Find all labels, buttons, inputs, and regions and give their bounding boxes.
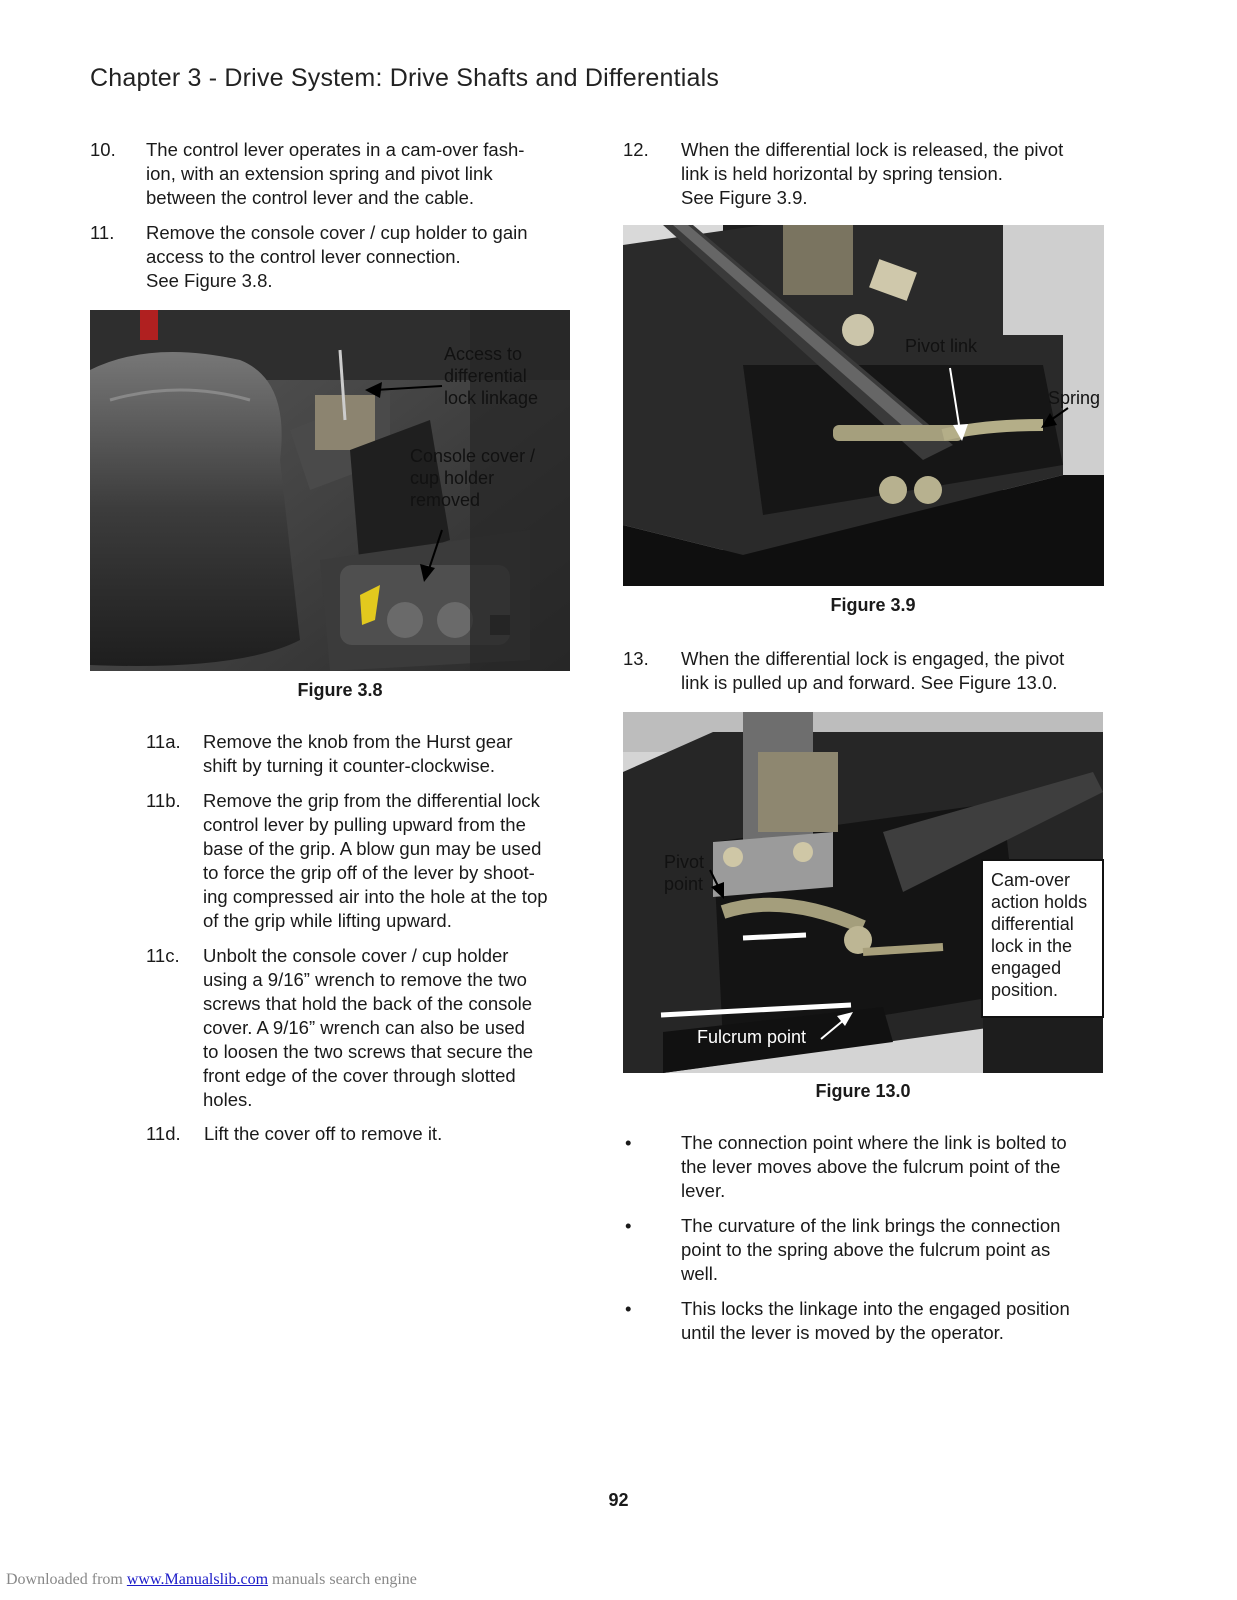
text-line: using a 9/16” wrench to remove the two [203, 969, 527, 990]
label-spring: Spring [1048, 388, 1101, 408]
step-number: 11c. [146, 945, 180, 966]
text-line: engaged [991, 958, 1062, 978]
text-line: to force the grip off of the lever by shoot- [203, 862, 535, 883]
text-line: The connection point where the link is bolted to [681, 1132, 1067, 1153]
step-number: 13. [623, 648, 649, 669]
step-11 [90, 221, 570, 297]
step-11c [146, 944, 576, 1116]
step-number: 11a. [146, 731, 181, 752]
bullet-item [623, 1297, 1123, 1347]
footer-prefix: Downloaded from [6, 1571, 127, 1588]
step-12 [623, 138, 1123, 214]
step-11d [146, 1122, 576, 1148]
text-line: Console cover / [410, 446, 536, 466]
figure-3-8-caption: Figure 3.8 [297, 680, 383, 700]
step-number: 11d. [146, 1123, 181, 1144]
page-number: 92 [608, 1490, 629, 1510]
text-line: control lever by pulling upward from the [203, 814, 526, 835]
bullet-item [623, 1214, 1123, 1288]
text-line: Lift the cover off to remove it. [204, 1123, 443, 1144]
text-line: When the differential lock is released, the pivot [681, 139, 1064, 160]
step-number: 11. [90, 222, 115, 243]
text-line: See Figure 3.8. [146, 270, 273, 291]
text-line: shift by turning it counter-clockwise. [203, 755, 496, 776]
text-line: differential [991, 914, 1074, 934]
text-line: removed [410, 490, 481, 510]
text-line: ing compressed air into the hole at the top [203, 886, 548, 907]
text-line: well. [681, 1263, 719, 1284]
bullet-mark: • [625, 1132, 632, 1153]
step-text [203, 730, 513, 778]
label-cam-over-box [981, 859, 1104, 1018]
text-line: until the lever is moved by the operator. [681, 1322, 1004, 1343]
figure-3-9-arrows [623, 225, 1104, 586]
download-footer [6, 1571, 417, 1589]
step-text [203, 944, 533, 1112]
text-line: link is pulled up and forward. See Figure 13.0. [681, 672, 1058, 693]
text-line: lever. [681, 1180, 726, 1201]
text-line: lock linkage [444, 388, 539, 408]
figure-13-0-caption: Figure 13.0 [815, 1081, 911, 1101]
chapter-title: Chapter 3 - Drive System: Drive Shafts and Differentials [90, 64, 720, 92]
step-text [681, 647, 1064, 695]
text-line: link is held horizontal by spring tension. [681, 163, 1003, 184]
bullet-mark: • [625, 1215, 632, 1236]
step-number: 12. [623, 139, 649, 160]
bullet-text [681, 1297, 1070, 1345]
text-line: Remove the console cover / cup holder to gain [146, 222, 528, 243]
text-line: screws that hold the back of the console [203, 993, 533, 1014]
text-line: cup holder [410, 468, 495, 488]
text-line: action holds [991, 892, 1088, 912]
step-text [204, 1122, 442, 1146]
bullet-mark: • [625, 1298, 632, 1319]
label-pivot-link: Pivot link [905, 336, 978, 356]
text-line: Pivot [664, 852, 705, 872]
manualslib-link[interactable]: www.Manualslib.com [126, 1571, 269, 1588]
step-number: 10. [90, 139, 116, 160]
text-line: The curvature of the link brings the connection [681, 1215, 1061, 1236]
text-line: differential [444, 366, 527, 386]
step-10 [90, 138, 570, 214]
step-11a [146, 730, 576, 780]
text-line: to loosen the two screws that secure the [203, 1041, 534, 1062]
step-text [146, 138, 524, 210]
text-line: ion, with an extension spring and pivot link [146, 163, 493, 184]
label-fulcrum-point: Fulcrum point [697, 1027, 807, 1047]
text-line: front edge of the cover through slotted [203, 1065, 516, 1086]
step-11b [146, 789, 576, 937]
text-line: This locks the linkage into the engaged position [681, 1298, 1070, 1319]
figure-3-9-caption: Figure 3.9 [830, 595, 916, 615]
label-access-linkage [444, 343, 538, 409]
bullet-item [623, 1131, 1123, 1205]
text-line: Unbolt the console cover / cup holder [203, 945, 509, 966]
label-console-removed [410, 445, 535, 511]
text-line: cover. A 9/16” wrench can also be used [203, 1017, 525, 1038]
text-line: The control lever operates in a cam-over fash- [146, 139, 525, 160]
text-line: Remove the knob from the Hurst gear [203, 731, 513, 752]
step-text [203, 789, 548, 933]
label-pivot-point [664, 851, 704, 895]
text-line: of the grip while lifting upward. [203, 910, 452, 931]
step-number: 11b. [146, 790, 181, 811]
text-line: holes. [203, 1089, 253, 1110]
footer-suffix: manuals search engine [268, 1571, 417, 1588]
text-line: the lever moves above the fulcrum point of the [681, 1156, 1061, 1177]
text-line: lock in the [991, 936, 1073, 956]
text-line: Access to [444, 344, 523, 364]
text-line: point to the spring above the fulcrum point as [681, 1239, 1051, 1260]
text-line: See Figure 3.9. [681, 187, 808, 208]
step-13 [623, 647, 1123, 697]
text-line: between the control lever and the cable. [146, 187, 475, 208]
text-line: access to the control lever connection. [146, 246, 461, 267]
text-line: point [664, 874, 704, 894]
bullet-text [681, 1214, 1060, 1286]
text-line: Remove the grip from the differential lock [203, 790, 540, 811]
text-line: Cam-over [991, 870, 1071, 890]
step-text [146, 221, 528, 293]
text-line: base of the grip. A blow gun may be used [203, 838, 542, 859]
text-line: When the differential lock is engaged, the pivot [681, 648, 1065, 669]
bullet-text [681, 1131, 1067, 1203]
text-line: position. [991, 980, 1059, 1000]
step-text [681, 138, 1063, 210]
